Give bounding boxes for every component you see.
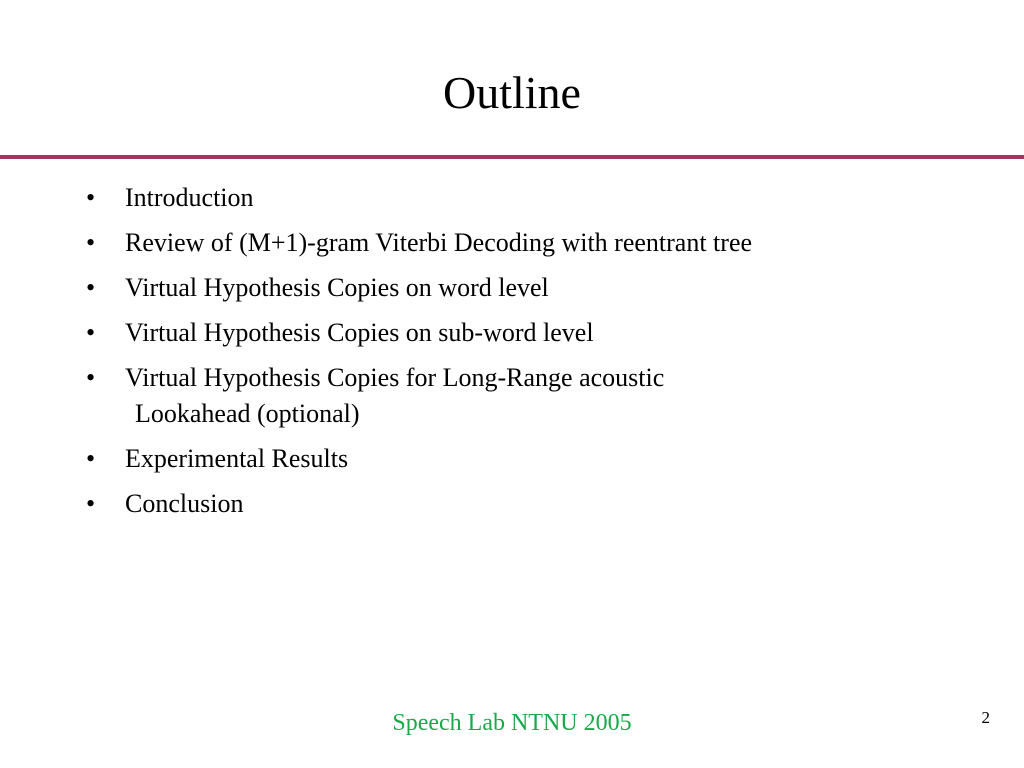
- bullet-dot-icon: •: [86, 318, 96, 347]
- slide-title: Outline: [443, 67, 581, 118]
- bullet-list: [0, 180, 1024, 531]
- bullet-dot-icon: •: [86, 489, 96, 518]
- bullet-text-continuation: Lookahead (optional): [135, 399, 360, 428]
- bullet-text: Virtual Hypothesis Copies on sub-word level: [125, 318, 594, 347]
- bullet-dot-icon: •: [86, 228, 96, 257]
- bullet-dot-icon: •: [86, 273, 96, 302]
- footer-text: Speech Lab NTNU 2005: [392, 710, 632, 736]
- bullet-item-conclusion: [0, 486, 1024, 522]
- bullet-text: Experimental Results: [125, 444, 349, 473]
- bullet-item-introduction: [0, 180, 1024, 216]
- bullet-text: Virtual Hypothesis Copies for Long-Range acoustic: [125, 363, 665, 392]
- bullet-text: Conclusion: [125, 489, 244, 518]
- bullet-item-review: [0, 225, 1024, 261]
- bullet-item-sub-word-level: [0, 315, 1024, 351]
- bullet-text: Introduction: [125, 183, 254, 212]
- bullet-item-word-level: [0, 270, 1024, 306]
- bullet-dot-icon: •: [86, 183, 96, 212]
- title-divider: [0, 155, 1024, 159]
- bullet-dot-icon: •: [86, 363, 96, 392]
- bullet-text: Review of (M+1)-gram Viterbi Decoding with reentrant tree: [125, 228, 753, 257]
- bullet-item-long-range: [0, 360, 1024, 432]
- bullet-item-results: [0, 441, 1024, 477]
- bullet-text: Virtual Hypothesis Copies on word level: [125, 273, 549, 302]
- page-number: 2: [981, 708, 990, 727]
- bullet-dot-icon: •: [86, 444, 96, 473]
